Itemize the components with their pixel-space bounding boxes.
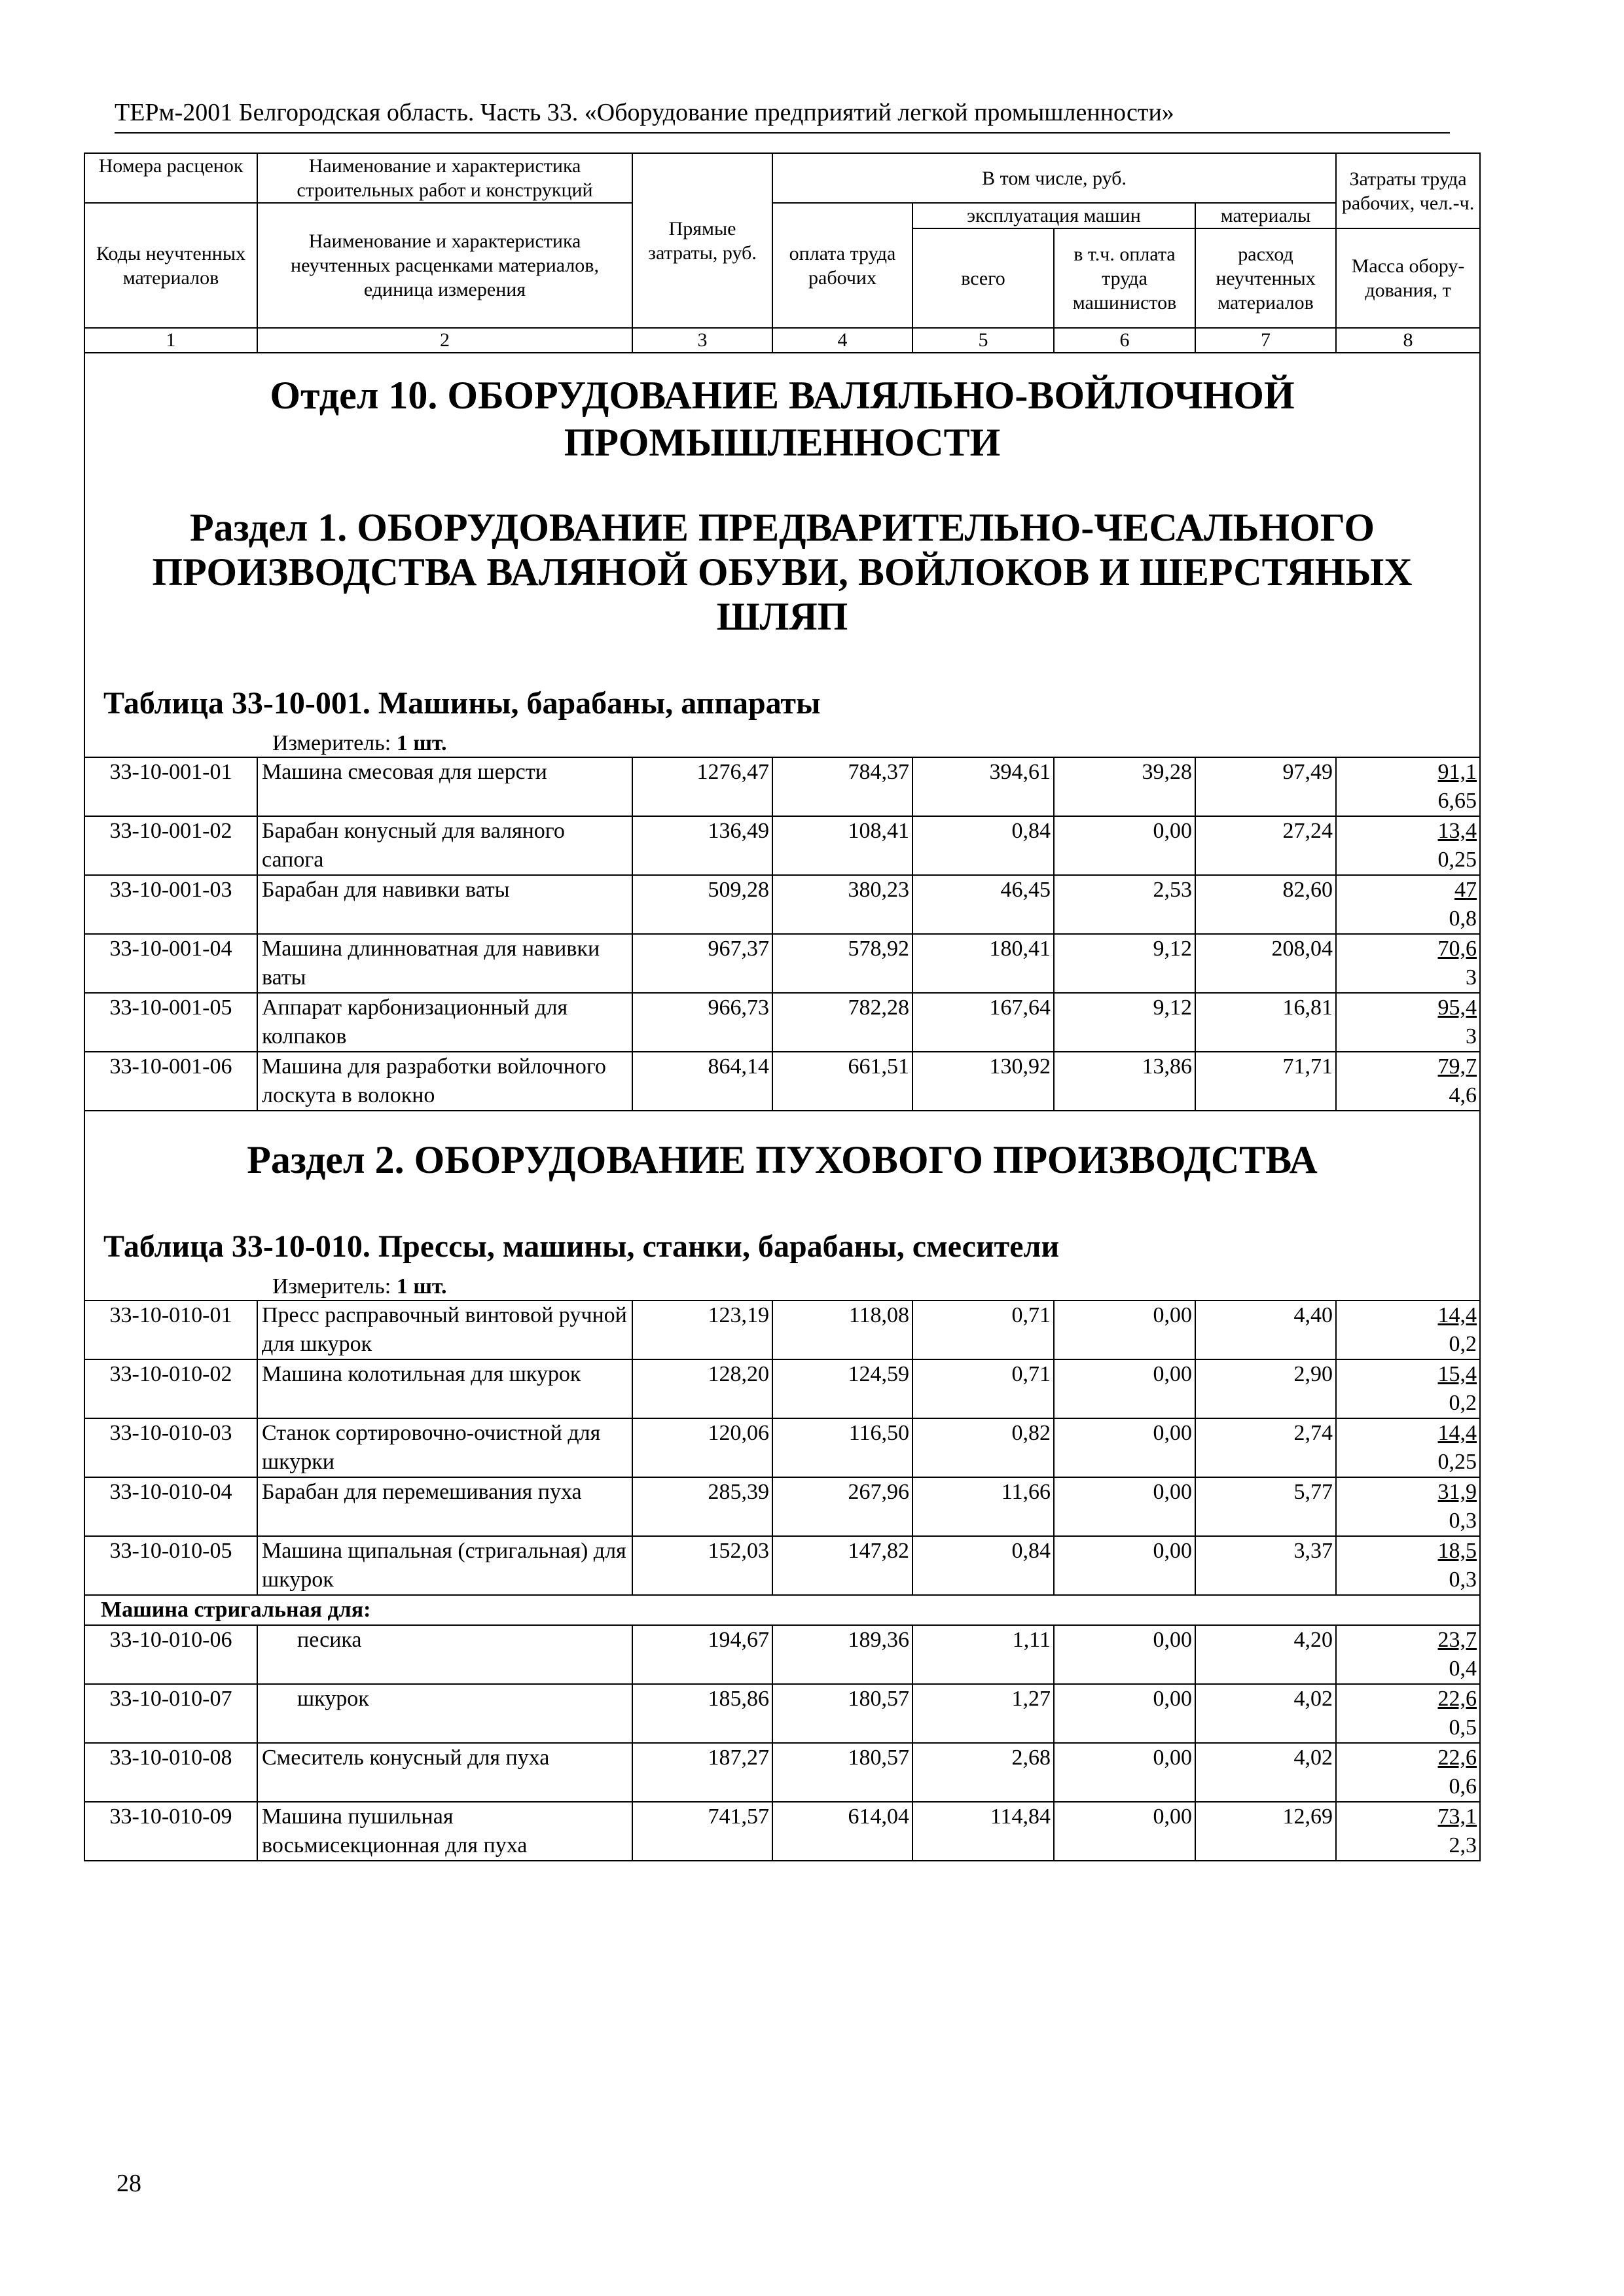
wage-cost: 380,23: [772, 875, 912, 934]
machinist-wage: 0,00: [1054, 816, 1195, 875]
labor-mass-cell: [1336, 1802, 1480, 1861]
group-header-mat: материалы: [1195, 203, 1336, 228]
table-row: [84, 1684, 1480, 1743]
rate-code: 33-10-001-01: [84, 757, 257, 816]
direct-cost: 741,57: [632, 1802, 772, 1861]
labor-mass-cell: [1336, 1743, 1480, 1802]
machine-cost: 0,71: [912, 1359, 1054, 1418]
materials-cost: 27,24: [1195, 816, 1336, 875]
labor-hours: 15,4: [1437, 1362, 1477, 1386]
equipment-mass: 0,2: [1449, 1332, 1477, 1356]
col-number: 7: [1195, 328, 1336, 353]
direct-cost: 1276,47: [632, 757, 772, 816]
materials-cost: 3,37: [1195, 1536, 1336, 1595]
equipment-mass: 4,6: [1449, 1083, 1477, 1107]
machinist-wage: 0,00: [1054, 1536, 1195, 1595]
measure-label: Измеритель:: [272, 1274, 391, 1299]
col5-header: всего: [912, 228, 1054, 328]
materials-cost: 12,69: [1195, 1802, 1336, 1861]
labor-mass-cell: [1336, 1536, 1480, 1595]
table-row: [84, 1802, 1480, 1861]
direct-cost: 120,06: [632, 1418, 772, 1477]
equipment-mass: 0,25: [1437, 1450, 1477, 1474]
table-row: [84, 1052, 1480, 1111]
labor-mass-cell: [1336, 875, 1480, 934]
equipment-mass: 6,65: [1437, 789, 1477, 813]
col-number: 3: [632, 328, 772, 353]
wage-cost: 108,41: [772, 816, 912, 875]
running-header: ТЕРм-2001 Белгородская область. Часть 33. «Оборудование предприятий легкой промышленности»: [115, 97, 1450, 134]
col-number: 5: [912, 328, 1054, 353]
table-row: [84, 934, 1480, 993]
rate-name: Машина длинноватная для навивки ваты: [257, 934, 632, 993]
rate-name: Барабан для перемешивания пуха: [257, 1477, 632, 1536]
col-number: 6: [1054, 328, 1195, 353]
rate-name: Машина смесовая для шерсти: [257, 757, 632, 816]
machine-cost: 2,68: [912, 1743, 1054, 1802]
wage-cost: 180,57: [772, 1743, 912, 1802]
rate-name: Смеситель конусный для пуха: [257, 1743, 632, 1802]
labor-hours: 13,4: [1437, 819, 1477, 843]
machine-cost: 394,61: [912, 757, 1054, 816]
wage-cost: 267,96: [772, 1477, 912, 1536]
equipment-mass: 3: [1466, 965, 1477, 990]
direct-cost: 123,19: [632, 1300, 772, 1359]
machinist-wage: 0,00: [1054, 1477, 1195, 1536]
measure-label: Измеритель:: [272, 731, 391, 755]
machinist-wage: 0,00: [1054, 1300, 1195, 1359]
direct-cost: 194,67: [632, 1625, 772, 1684]
measure-value: 1 шт.: [396, 731, 447, 755]
equipment-mass: 0,25: [1437, 848, 1477, 872]
table-row: [84, 1743, 1480, 1802]
labor-hours: 18,5: [1437, 1539, 1477, 1563]
labor-mass-cell: [1336, 1477, 1480, 1536]
table-row: [84, 757, 1480, 816]
table-1-title: Таблица 33-10-001. Машины, барабаны, аппараты: [103, 686, 821, 721]
col2-header-top: Наименование и характеристика строительных работ и конструкций: [257, 153, 632, 203]
materials-cost: 71,71: [1195, 1052, 1336, 1111]
col-number: 1: [84, 328, 257, 353]
col3-header: Прямые затраты, руб.: [632, 153, 772, 328]
col1-header-bottom: Коды неучтенных материалов: [84, 203, 257, 328]
rate-name: Машина пушильная восьмисекционная для пуха: [257, 1802, 632, 1861]
rate-code: 33-10-010-04: [84, 1477, 257, 1536]
col4-header: оплата труда рабочих: [772, 203, 912, 328]
table-row: [84, 993, 1480, 1052]
machine-cost: 130,92: [912, 1052, 1054, 1111]
labor-hours: 47: [1454, 878, 1477, 902]
materials-cost: 4,02: [1195, 1684, 1336, 1743]
table-row: [84, 1359, 1480, 1418]
machine-cost: 0,84: [912, 1536, 1054, 1595]
rate-name: шкурок: [257, 1684, 632, 1743]
machinist-wage: 0,00: [1054, 1625, 1195, 1684]
wage-cost: 147,82: [772, 1536, 912, 1595]
labor-mass-cell: [1336, 816, 1480, 875]
table-row: [84, 1536, 1480, 1595]
measure-line: [272, 1274, 1475, 1300]
labor-mass-cell: [1336, 934, 1480, 993]
col-number: 2: [257, 328, 632, 353]
materials-cost: 2,90: [1195, 1359, 1336, 1418]
rate-name: Машина щипальная (стригальная) для шкурок: [257, 1536, 632, 1595]
materials-cost: 208,04: [1195, 934, 1336, 993]
machinist-wage: 0,00: [1054, 1359, 1195, 1418]
rate-name: Аппарат карбонизационный для колпаков: [257, 993, 632, 1052]
wage-cost: 784,37: [772, 757, 912, 816]
machine-cost: 167,64: [912, 993, 1054, 1052]
rate-name: Барабан для навивки ваты: [257, 875, 632, 934]
section-block-2: [84, 1111, 1480, 1300]
machinist-wage: 0,00: [1054, 1802, 1195, 1861]
direct-cost: 967,37: [632, 934, 772, 993]
col1-header-top: Номера расценок: [84, 153, 257, 203]
machine-cost: 1,11: [912, 1625, 1054, 1684]
labor-mass-cell: [1336, 1300, 1480, 1359]
machine-cost: 0,84: [912, 816, 1054, 875]
equipment-mass: 0,4: [1449, 1657, 1477, 1681]
rate-code: 33-10-001-05: [84, 993, 257, 1052]
machinist-wage: 0,00: [1054, 1684, 1195, 1743]
rate-name: Барабан конусный для валяного сапога: [257, 816, 632, 875]
equipment-mass: 0,5: [1449, 1715, 1477, 1740]
rate-code: 33-10-010-09: [84, 1802, 257, 1861]
machinist-wage: 39,28: [1054, 757, 1195, 816]
equipment-mass: 0,3: [1449, 1568, 1477, 1592]
wage-cost: 124,59: [772, 1359, 912, 1418]
rate-code: 33-10-001-06: [84, 1052, 257, 1111]
group-header-vtom: В том числе, руб.: [772, 153, 1336, 203]
section-block-1: [84, 353, 1480, 757]
wage-cost: 180,57: [772, 1684, 912, 1743]
otdel-title: Отдел 10. ОБОРУДОВАНИЕ ВАЛЯЛЬНО-ВОЙЛОЧНОЙ ПРОМЫШЛЕННОСТИ: [270, 374, 1295, 464]
machinist-wage: 2,53: [1054, 875, 1195, 934]
labor-hours: 22,6: [1437, 1687, 1477, 1711]
labor-mass-cell: [1336, 757, 1480, 816]
col8-header-top: Затраты труда рабочих, чел.-ч.: [1336, 153, 1480, 228]
page-number: 28: [117, 2170, 141, 2197]
price-table: [84, 152, 1481, 1861]
table-2-title: Таблица 33-10-010. Прессы, машины, станки, барабаны, смесители: [103, 1229, 1060, 1264]
table-row: [84, 1418, 1480, 1477]
labor-hours: 95,4: [1437, 996, 1477, 1020]
machine-cost: 11,66: [912, 1477, 1054, 1536]
equipment-mass: 0,2: [1449, 1391, 1477, 1415]
materials-cost: 97,49: [1195, 757, 1336, 816]
rate-name: Машина для разработки войлочного лоскута в волокно: [257, 1052, 632, 1111]
equipment-mass: 2,3: [1449, 1833, 1477, 1857]
direct-cost: 136,49: [632, 816, 772, 875]
col8-header-bottom: Масса обору- дования, т: [1336, 228, 1480, 328]
machine-cost: 180,41: [912, 934, 1054, 993]
labor-hours: 73,1: [1437, 1804, 1477, 1829]
machine-cost: 46,45: [912, 875, 1054, 934]
machinist-wage: 0,00: [1054, 1418, 1195, 1477]
rate-name: Пресс расправочный винтовой ручной для шкурок: [257, 1300, 632, 1359]
labor-hours: 70,6: [1437, 937, 1477, 961]
labor-hours: 14,4: [1437, 1303, 1477, 1327]
labor-hours: 14,4: [1437, 1421, 1477, 1445]
equipment-mass: 0,8: [1449, 906, 1477, 931]
machinist-wage: 0,00: [1054, 1743, 1195, 1802]
col7-header: расход неучтенных материалов: [1195, 228, 1336, 328]
table-row: [84, 816, 1480, 875]
direct-cost: 187,27: [632, 1743, 772, 1802]
wage-cost: 661,51: [772, 1052, 912, 1111]
machine-cost: 0,82: [912, 1418, 1054, 1477]
machine-cost: 0,71: [912, 1300, 1054, 1359]
table-row: [84, 1300, 1480, 1359]
direct-cost: 509,28: [632, 875, 772, 934]
direct-cost: 285,39: [632, 1477, 772, 1536]
measure-value: 1 шт.: [396, 1274, 447, 1299]
rate-code: 33-10-010-03: [84, 1418, 257, 1477]
materials-cost: 16,81: [1195, 993, 1336, 1052]
rate-code: 33-10-010-02: [84, 1359, 257, 1418]
labor-mass-cell: [1336, 1684, 1480, 1743]
labor-hours: 23,7: [1437, 1628, 1477, 1652]
materials-cost: 2,74: [1195, 1418, 1336, 1477]
wage-cost: 782,28: [772, 993, 912, 1052]
rate-code: 33-10-010-01: [84, 1300, 257, 1359]
direct-cost: 128,20: [632, 1359, 772, 1418]
rate-code: 33-10-001-04: [84, 934, 257, 993]
razdel-2-title: Раздел 2. ОБОРУДОВАНИЕ ПУХОВОГО ПРОИЗВОДСТВА: [247, 1138, 1318, 1181]
direct-cost: 864,14: [632, 1052, 772, 1111]
materials-cost: 82,60: [1195, 875, 1336, 934]
subheading-row: [84, 1595, 1480, 1625]
direct-cost: 185,86: [632, 1684, 772, 1743]
materials-cost: 4,02: [1195, 1743, 1336, 1802]
wage-cost: 578,92: [772, 934, 912, 993]
machine-cost: 114,84: [912, 1802, 1054, 1861]
machinist-wage: 13,86: [1054, 1052, 1195, 1111]
subheading: Машина стригальная для:: [84, 1595, 1480, 1625]
rate-code: 33-10-001-02: [84, 816, 257, 875]
group-header-expl: эксплуатация машин: [912, 203, 1195, 228]
labor-mass-cell: [1336, 1625, 1480, 1684]
machinist-wage: 9,12: [1054, 934, 1195, 993]
equipment-mass: 0,6: [1449, 1774, 1477, 1799]
equipment-mass: 0,3: [1449, 1509, 1477, 1533]
rate-name: Машина колотильная для шкурок: [257, 1359, 632, 1418]
labor-mass-cell: [1336, 1418, 1480, 1477]
labor-hours: 91,1: [1437, 760, 1477, 784]
rate-code: 33-10-010-06: [84, 1625, 257, 1684]
rate-code: 33-10-010-05: [84, 1536, 257, 1595]
col-number: 4: [772, 328, 912, 353]
table-row: [84, 875, 1480, 934]
razdel-1-title: Раздел 1. ОБОРУДОВАНИЕ ПРЕДВАРИТЕЛЬНО-ЧЕСАЛЬНОГО ПРОИЗВОДСТВА ВАЛЯНОЙ ОБУВИ, ВОЙЛОКОВ И ШЕРСТЯНЫХ ШЛЯП: [152, 506, 1413, 638]
labor-hours: 79,7: [1437, 1054, 1477, 1079]
materials-cost: 4,20: [1195, 1625, 1336, 1684]
equipment-mass: 3: [1466, 1024, 1477, 1049]
direct-cost: 966,73: [632, 993, 772, 1052]
wage-cost: 118,08: [772, 1300, 912, 1359]
rate-code: 33-10-010-08: [84, 1743, 257, 1802]
table-row: [84, 1625, 1480, 1684]
rate-code: 33-10-010-07: [84, 1684, 257, 1743]
wage-cost: 614,04: [772, 1802, 912, 1861]
rate-name: Станок сортировочно-очистной для шкурки: [257, 1418, 632, 1477]
labor-mass-cell: [1336, 1359, 1480, 1418]
table-row: [84, 1477, 1480, 1536]
rate-code: 33-10-001-03: [84, 875, 257, 934]
labor-hours: 22,6: [1437, 1746, 1477, 1770]
labor-mass-cell: [1336, 1052, 1480, 1111]
rate-name: песика: [257, 1625, 632, 1684]
wage-cost: 189,36: [772, 1625, 912, 1684]
materials-cost: 5,77: [1195, 1477, 1336, 1536]
col-number: 8: [1336, 328, 1480, 353]
col6-header: в т.ч. оплата труда машинистов: [1054, 228, 1195, 328]
direct-cost: 152,03: [632, 1536, 772, 1595]
labor-hours: 31,9: [1437, 1480, 1477, 1504]
measure-line: [272, 730, 1475, 757]
machinist-wage: 9,12: [1054, 993, 1195, 1052]
wage-cost: 116,50: [772, 1418, 912, 1477]
labor-mass-cell: [1336, 993, 1480, 1052]
materials-cost: 4,40: [1195, 1300, 1336, 1359]
machine-cost: 1,27: [912, 1684, 1054, 1743]
col2-header-bottom: Наименование и характеристика неучтенных расценками материалов, единица измерения: [257, 203, 632, 328]
